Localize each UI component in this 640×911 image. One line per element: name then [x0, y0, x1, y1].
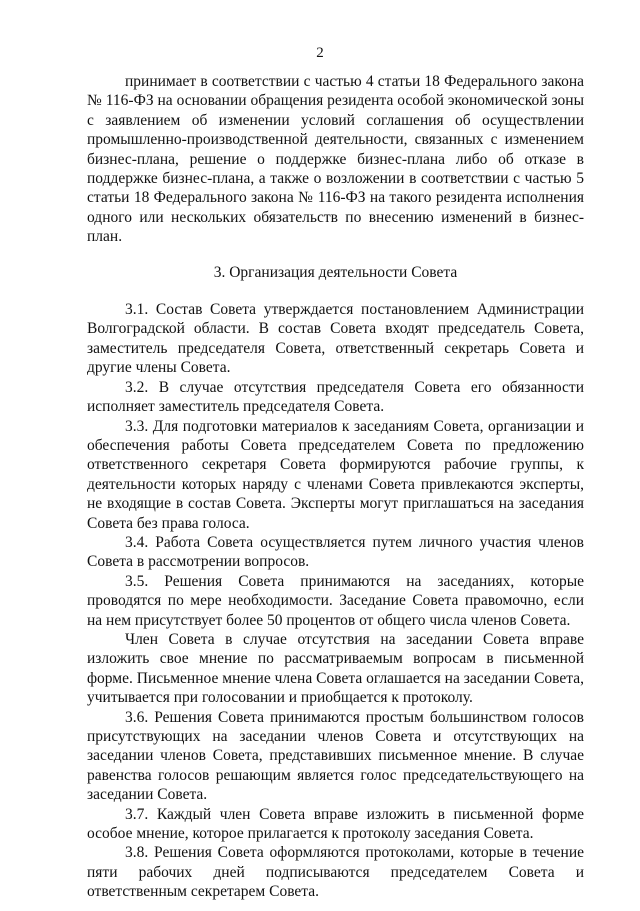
section-heading: 3. Организация деятельности Совета	[213, 263, 458, 281]
paragraph-3-8: 3.8. Решения Совета оформляются протоколами, которые в течение пяти рабочих дней подписываются председателем Совета и ответственным секретарем Совета.	[87, 844, 584, 901]
paragraph-3-2: 3.2. В случае отсутствия председателя Совета его обязанности исполняет заместитель председателя Совета.	[87, 378, 584, 416]
document-body	[87, 72, 584, 902]
page-number: 2	[316, 45, 324, 61]
paragraph-3-7: 3.7. Каждый член Совета вправе изложить в письменной форме особое мнение, которое прилагается к протоколу заседания Совета.	[87, 805, 584, 843]
paragraph-3-5: 3.5. Решения Совета принимаются на заседаниях, которые проводятся по мере необходимости. Заседание Совета правомочно, если на нем присутствует более 50 процентов от общего числа членов Совета.	[87, 572, 584, 629]
paragraph-member-opinion: Член Совета в случае отсутствия на заседании Совета вправе изложить свое мнение по рассматриваемым вопросам в письменной форме. Письменное мнение члена Совета оглашается на заседании Совета, учитывается при голосовании и приобщается к протоколу.	[87, 630, 584, 707]
paragraph-3-4: 3.4. Работа Совета осуществляется путем личного участия членов Совета в рассмотрении вопросов.	[87, 533, 584, 571]
paragraph-3-6: 3.6. Решения Совета принимаются простым большинством голосов присутствующих на заседании членов Совета и отсутствующих на заседании членов Совета, представивших письменное мнение. В случае равенства голосов решающим является голос председательствующего на заседании Совета.	[87, 708, 584, 804]
paragraph-3-1: 3.1. Состав Совета утверждается постановлением Администрации Волгоградской области. В состав Совета входят председатель Совета, заместитель председателя Совета, ответственный секретарь Совета и другие члены Совета.	[87, 301, 584, 377]
paragraph-continuation: принимает в соответствии с частью 4 статьи 18 Федерального закона № 116-ФЗ на основании обращения резидента особой экономической зоны с заявлением об изменении условий соглашения об осуществлении промышленно-производственной деятельности, связанных с изменением бизнес-плана, решение о поддержке бизнес-плана либо об отказе в поддержке бизнес-плана, а также о возложении в соответствии с частью 5 статьи 18 Федерального закона № 116-ФЗ на такого резидента исполнения одного или нескольких обязательств по внесению изменений в бизнес-план.	[87, 73, 584, 246]
paragraph-3-3: 3.3. Для подготовки материалов к заседаниям Совета, организации и обеспечения работы Совета председателем Совета по предложению ответственного секретаря Совета формируются рабочие группы, к деятельности которых наряду с членами Совета привлекаются эксперты, не входящие в состав Совета. Эксперты могут приглашаться на заседания Совета без права голоса.	[87, 417, 584, 532]
